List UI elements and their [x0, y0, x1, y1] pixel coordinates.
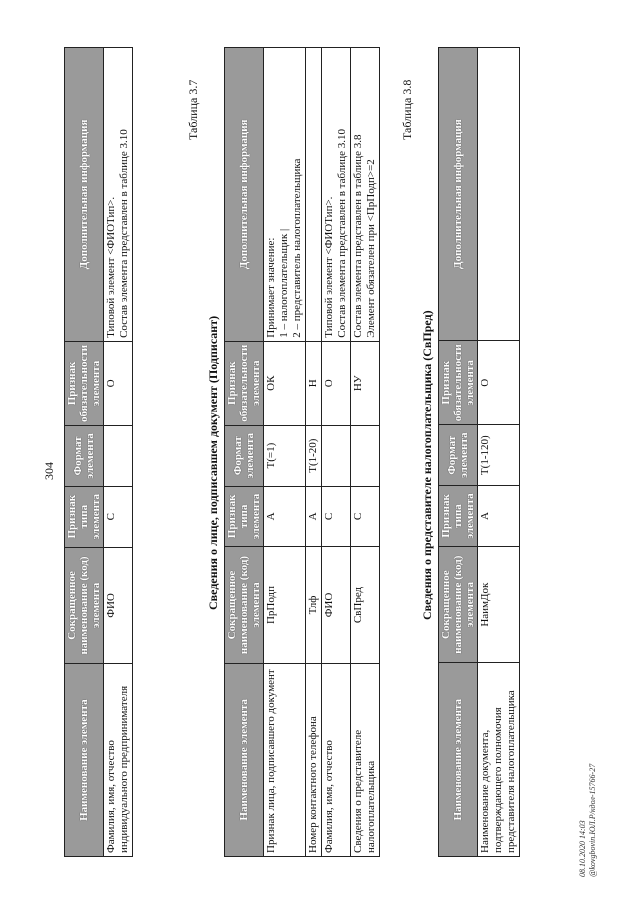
table-cell: Типовой элемент <ФИОТип>. Состав элемента представлен в таблице 3.10: [104, 48, 133, 342]
column-header: Формат элемента: [225, 425, 264, 486]
table-cell: Фамилия, имя, отчество индивидуального предпринимателя: [104, 664, 133, 857]
table-cell: Сведения о представителе налогоплательщика: [351, 663, 380, 856]
table-cell: А: [306, 486, 322, 547]
table-cell: [322, 425, 351, 486]
table-cell: Фамилия, имя, отчество: [322, 663, 351, 856]
table-header-row: [439, 48, 478, 857]
table-cell: [306, 48, 322, 342]
table-title-representative: Сведения о представителе налогоплательщика (СвПред): [420, 310, 434, 620]
table-title-signer: Сведения о лице, подписавшем документ (Подписант): [206, 315, 220, 610]
column-header: Сокращенное наименование (код) элемента: [439, 546, 478, 663]
table-cell: T(=1): [264, 425, 306, 486]
table-cell: Н: [306, 341, 322, 425]
table-row: [351, 48, 380, 857]
column-header: Наименование элемента: [65, 664, 104, 857]
column-header: Формат элемента: [65, 425, 104, 486]
table-cell: Номер контактного телефона: [306, 663, 322, 856]
table-cell: [351, 425, 380, 486]
table-row: [322, 48, 351, 857]
column-header: Сокращенное наименование (код) элемента: [225, 547, 264, 663]
column-header: Признак обязательности элемента: [439, 341, 478, 425]
table-cell: О: [104, 341, 133, 425]
table-header-row: [65, 48, 104, 857]
table-label-3-7: Таблица 3.7: [186, 79, 200, 140]
table-row: [264, 48, 306, 857]
table-continuation: [64, 47, 133, 857]
signature-stamp: [578, 764, 598, 877]
table-label-3-8: Таблица 3.8: [400, 79, 414, 140]
table-cell: О: [322, 341, 351, 425]
column-header: Сокращенное наименование (код) элемента: [65, 547, 104, 664]
table-cell: ФИО: [322, 547, 351, 663]
table-cell: ФИО: [104, 547, 133, 664]
table-cell: А: [264, 486, 306, 547]
table-cell: ОК: [264, 341, 306, 425]
page-number: 304: [42, 462, 56, 480]
column-header: Наименование элемента: [439, 663, 478, 857]
table-cell: НУ: [351, 341, 380, 425]
column-header: Дополнительная информация: [65, 48, 104, 342]
table-cell: Признак лица, подписавшего документ: [264, 663, 306, 856]
table-cell: НаимДок: [478, 546, 520, 663]
table-cell: А: [478, 486, 520, 547]
table-cell: Состав элемента представлен в таблице 3.8 Элемент обязателен при <ПрПодп>=2: [351, 48, 380, 342]
table-cell: T(1-20): [306, 425, 322, 486]
table-cell: [104, 425, 133, 486]
table-cell: СвПред: [351, 547, 380, 663]
table-cell: ПрПодп: [264, 547, 306, 663]
table-cell: О: [478, 341, 520, 425]
column-header: Дополнительная информация: [439, 48, 478, 341]
column-header: Формат элемента: [439, 425, 478, 486]
column-header: Признак типа элемента: [65, 486, 104, 547]
table-row: [104, 48, 133, 857]
table-cell: Типовой элемент <ФИОТип>. Состав элемента представлен в таблице 3.10: [322, 48, 351, 342]
table-representative: [438, 47, 520, 857]
stamp-line: 08.10.2020 14:03: [578, 820, 587, 877]
table-cell: [478, 48, 520, 341]
table-cell: Тлф: [306, 547, 322, 663]
table-cell: Наименование документа, подтверждающего полномочия представителя налогоплательщика: [478, 663, 520, 857]
table-cell: С: [351, 486, 380, 547]
column-header: Признак типа элемента: [225, 486, 264, 547]
column-header: Признак обязательности элемента: [225, 341, 264, 425]
column-header: Признак типа элемента: [439, 486, 478, 547]
column-header: Дополнительная информация: [225, 48, 264, 342]
column-header: Признак обязательности элемента: [65, 341, 104, 425]
table-cell: С: [104, 486, 133, 547]
table-cell: T(1-120): [478, 425, 520, 486]
table-header-row: [225, 48, 264, 857]
table-row: [478, 48, 520, 857]
table-cell: Принимает значение: 1 – налогоплательщик | 2 – представитель налогоплательщика: [264, 48, 306, 342]
table-row: [306, 48, 322, 857]
column-header: Наименование элемента: [225, 663, 264, 856]
table-cell: С: [322, 486, 351, 547]
table-signer: [224, 47, 380, 857]
stamp-line: @kovgbovin.ЮЛ.Р/кдол-15766-27: [588, 763, 597, 877]
